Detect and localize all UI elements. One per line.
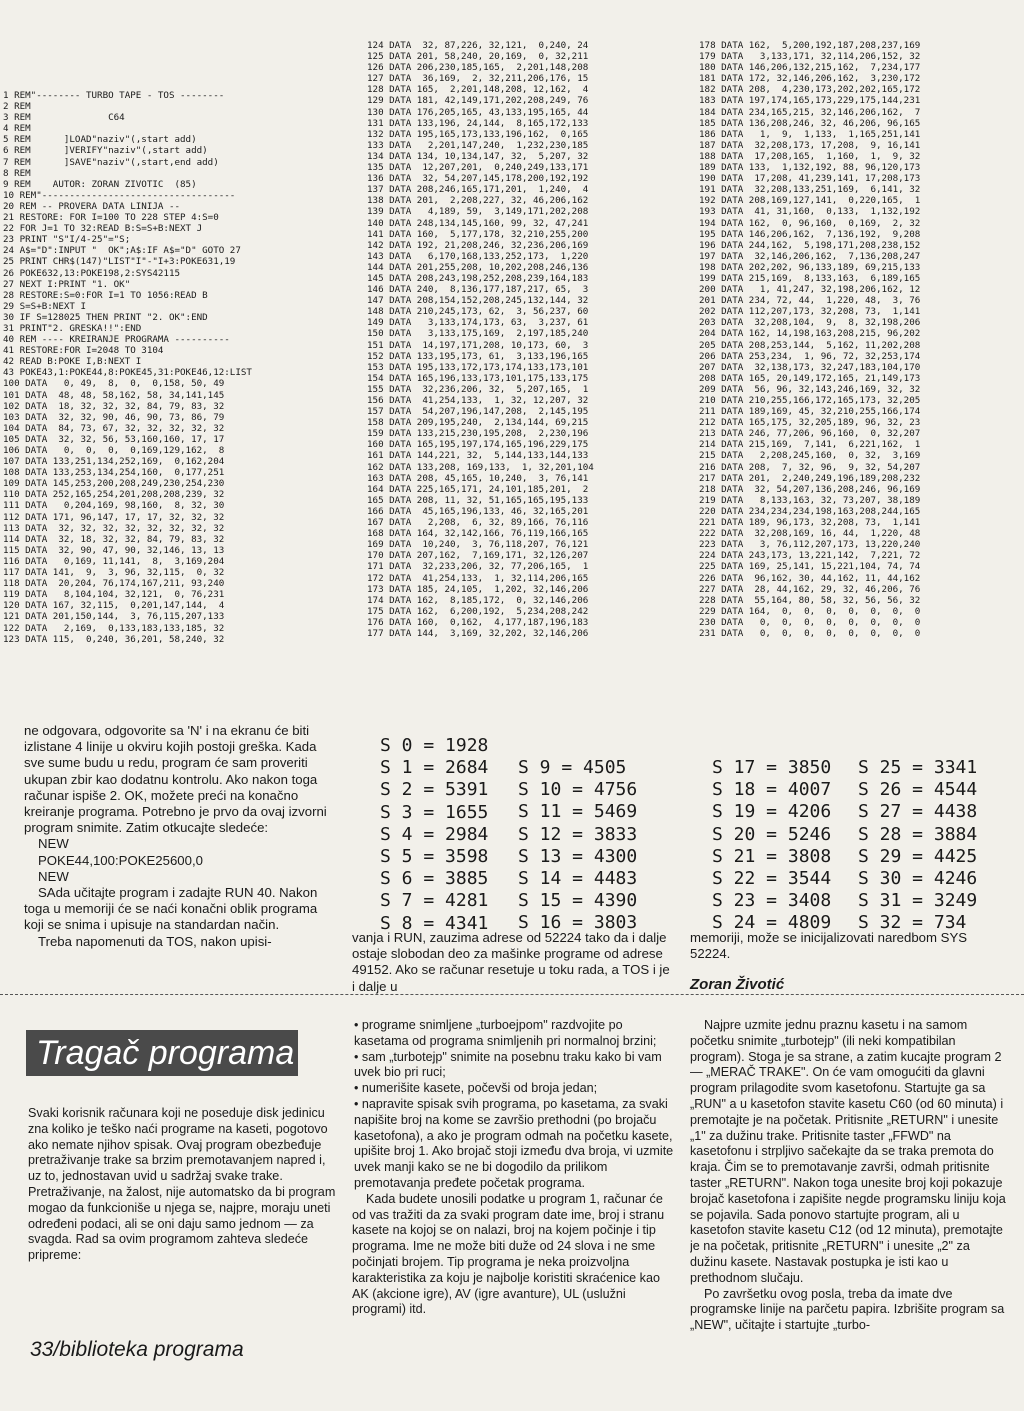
listing-line: 111 DATA 0,204,169, 98,160, 8, 32, 30 xyxy=(3,500,225,512)
listing-line: 194 DATA 162, 0, 96,160, 0,169, 2, 32 xyxy=(699,217,921,229)
checksum-entry: S 14 = 4483 xyxy=(518,867,638,889)
listing-line: 140 DATA 248,134,145,160, 99, 32, 47,241 xyxy=(367,217,589,229)
checksum-entry: S 22 = 3544 xyxy=(712,867,832,889)
listing-line: 134 DATA 134, 10,134,147, 32, 5,207, 32 xyxy=(367,150,589,162)
sums-col2 xyxy=(518,757,637,935)
checksum-entry: S 27 = 4438 xyxy=(858,801,978,823)
listing-line: 165 DATA 208, 11, 32, 51,165,165,195,133 xyxy=(367,494,589,506)
listing-line: 31 PRINT"2. GRESKA!!":END xyxy=(3,322,142,334)
listing-line: 203 DATA 32,208,104, 9, 8, 32,198,206 xyxy=(699,317,921,329)
listing-line: 30 IF S=128025 THEN PRINT "2. OK":END xyxy=(3,311,208,323)
listing-line: 26 POKE632,13:POKE198,2:SYS42115 xyxy=(3,267,181,279)
checksum-entry: S 28 = 3884 xyxy=(858,823,978,845)
listing-line: 167 DATA 2,208, 6, 32, 89,166, 76,116 xyxy=(367,517,589,529)
list-item: • sam „turbotejp" snimite na posebnu traku kako bi vam uvek bio pri ruci; xyxy=(354,1049,662,1080)
listing-line: 191 DATA 32,208,133,251,169, 6,141, 32 xyxy=(699,184,921,196)
checksum-entry: S 2 = 5391 xyxy=(380,779,489,801)
listing-line: 221 DATA 189, 96,173, 32,208, 73, 1,141 xyxy=(699,517,921,529)
listing-line: 188 DATA 17,208,165, 1,160, 1, 9, 32 xyxy=(699,150,921,162)
listing-line: 105 DATA 32, 32, 56, 53,160,160, 17, 17 xyxy=(3,433,225,445)
listing-line: 7 REM ]SAVE"naziv"(,start,end add) xyxy=(3,156,219,168)
listing-line: 177 DATA 144, 3,169, 32,202, 32,146,206 xyxy=(367,627,589,639)
listing-line: 159 DATA 133,215,230,195,208, 2,230,196 xyxy=(367,428,589,440)
listing-line: 113 DATA 32, 32, 32, 32, 32, 32, 32, 32 xyxy=(3,522,225,534)
listing-line: 166 DATA 45,165,196,133, 46, 32,165,201 xyxy=(367,505,589,517)
listing-line: 153 DATA 195,133,172,173,174,133,173,101 xyxy=(367,361,589,373)
listing-line: 209 DATA 56, 96, 32,143,246,169, 32, 32 xyxy=(699,383,921,395)
listing-line: 196 DATA 244,162, 5,198,171,208,238,152 xyxy=(699,239,921,251)
checksum-entry: S 18 = 4007 xyxy=(712,779,832,801)
checksum-entry: S 6 = 3885 xyxy=(380,868,489,890)
listing-line: 164 DATA 225,165,171, 24,101,185,201, 2 xyxy=(367,483,589,495)
checksum-entry: S 31 = 3249 xyxy=(858,890,978,912)
listing-line: 205 DATA 208,253,144, 5,162, 11,202,208 xyxy=(699,339,921,351)
listing-line: 156 DATA 41,254,133, 1, 32, 12,207, 32 xyxy=(367,395,589,406)
sums-col3 xyxy=(712,757,831,935)
checksum-entry: S 23 = 3408 xyxy=(712,890,832,912)
listing-line: 168 DATA 164, 32,142,166, 76,119,166,165 xyxy=(367,528,589,540)
article2-title: Tragač programa xyxy=(26,1030,298,1076)
listing-line: 152 DATA 133,195,173, 61, 3,133,196,165 xyxy=(367,350,589,362)
listing-line: 25 PRINT CHR$(147)"LIST"I"-"I+3:POKE631,19 xyxy=(3,256,236,268)
listing-line: 217 DATA 201, 2,240,249,196,189,208,232 xyxy=(699,472,921,484)
listing-line: 216 DATA 208, 7, 32, 96, 9, 32, 54,207 xyxy=(699,461,921,473)
listing-line: 143 DATA 6,170,168,133,252,173, 1,220 xyxy=(367,250,589,262)
listing-line: 195 DATA 146,206,162, 7,136,192, 9,208 xyxy=(699,228,921,240)
listing-line: 147 DATA 208,154,152,208,245,132,144, 32 xyxy=(367,295,589,307)
checksum-entry: S 21 = 3808 xyxy=(712,845,832,867)
listing-line: 178 DATA 162, 5,200,192,187,208,237,169 xyxy=(699,40,921,51)
listing-line: 9 REM AUTOR: ZORAN ZIVOTIC (85) xyxy=(3,178,197,190)
listing-line: 157 DATA 54,207,196,147,208, 2,145,195 xyxy=(367,406,589,418)
checksum-entry: S 24 = 4809 xyxy=(712,912,832,934)
listing-line: 215 DATA 2,208,245,160, 0, 32, 3,169 xyxy=(699,450,921,462)
listing-line: 169 DATA 10,240, 3, 76,118,207, 76,121 xyxy=(367,539,589,551)
checksum-entry: S 3 = 1655 xyxy=(380,801,489,823)
listing-line: 41 RESTORE:FOR I=2048 TO 3104 xyxy=(3,345,164,357)
listing-line: 185 DATA 136,208,246, 32, 46,206, 96,165 xyxy=(699,117,921,129)
listing-line: 154 DATA 165,196,133,173,101,175,133,175 xyxy=(367,372,589,384)
listing-line: 107 DATA 133,251,134,252,169, 0,162,204 xyxy=(3,456,225,468)
author-name: Zoran Životić xyxy=(690,976,785,993)
listing-line: 219 DATA 8,133,163, 32, 73,207, 38,189 xyxy=(699,494,921,506)
listing-line: 198 DATA 202,202, 96,133,189, 69,215,133 xyxy=(699,261,921,273)
listing-line: 137 DATA 208,246,165,171,201, 1,240, 4 xyxy=(367,184,589,196)
listing-line: 228 DATA 55,164, 80, 58, 32, 56, 56, 32 xyxy=(699,594,921,606)
listing-line: 124 DATA 32, 87,226, 32,121, 0,240, 24 xyxy=(367,40,589,51)
listing-line: 230 DATA 0, 0, 0, 0, 0, 0, 0, 0 xyxy=(699,616,921,628)
listing-line: 162 DATA 133,208, 169,133, 1, 32,201,104 xyxy=(367,461,594,473)
listing-line: 142 DATA 192, 21,208,246, 32,236,206,169 xyxy=(367,239,589,251)
listing-line: 149 DATA 3,133,174,173, 63, 3,237, 61 xyxy=(367,317,589,329)
checksum-entry: S 29 = 4425 xyxy=(858,845,978,867)
listing-line: 229 DATA 164, 0, 0, 0, 0, 0, 0, 0 xyxy=(699,605,921,617)
checksum-entry: S 11 = 5469 xyxy=(518,801,638,823)
listing-line: 163 DATA 208, 45,165, 10,240, 3, 76,141 xyxy=(367,472,589,484)
list-item: • napravite spisak svih programa, po kasetama, za svaki napišite broj na kome se završio prethodni (po brojaču kasetofona), a ako je program odmah na početku kasete, upišite broj 1. Ako brojač stoji između dva broja, vi uzmite uvek manji kako se ne bi dogodilo da prilikom premotavanja pređete početak programa. xyxy=(354,1096,674,1190)
checksum-entry: S 16 = 3803 xyxy=(518,912,638,934)
listing-line: 40 REM ---- KREIRANJE PROGRAMA ---------- xyxy=(3,334,230,346)
listing-line: 144 DATA 201,255,208, 10,202,208,246,136 xyxy=(367,261,589,273)
listing-line: 170 DATA 207,162, 7,169,171, 32,126,207 xyxy=(367,550,589,562)
listing-line: 115 DATA 32, 90, 47, 90, 32,146, 13, 13 xyxy=(3,544,225,556)
listing-line: 133 DATA 2,201,147,240, 1,232,230,185 xyxy=(367,139,589,151)
listing-line: 28 RESTORE:S=0:FOR I=1 TO 1056:READ B xyxy=(3,289,208,301)
listing-line: 22 FOR J=1 TO 32:READ B:S=S+B:NEXT J xyxy=(3,223,203,235)
listing-line: 193 DATA 41, 31,160, 0,133, 1,132,192 xyxy=(699,206,921,218)
listing-line: 161 DATA 144,221, 32, 5,144,133,144,133 xyxy=(367,450,589,462)
listing-line: 190 DATA 17,208, 41,239,141, 17,208,173 xyxy=(699,173,921,185)
listing-line: 207 DATA 32,138,173, 32,247,183,104,170 xyxy=(699,361,921,373)
page-footer: 33/biblioteka programa xyxy=(30,1338,244,1361)
checksum-entry: S 19 = 4206 xyxy=(712,801,832,823)
listing-line: 231 DATA 0, 0, 0, 0, 0, 0, 0, 0 xyxy=(699,627,921,639)
listing-line: 213 DATA 246, 77,206, 96,160, 0, 32,207 xyxy=(699,428,921,440)
listing-col3 xyxy=(699,40,1021,710)
checksum-entry: S 32 = 734 xyxy=(858,912,967,934)
listing-line: 208 DATA 165, 20,149,172,165, 21,149,173 xyxy=(699,372,921,384)
listing-line: 180 DATA 146,206,132,215,162, 7,234,177 xyxy=(699,62,921,74)
article2-col3: Najpre uzmite jednu praznu kasetu i na samom početku snimite „turbotejp" (ili neki kompatibilan program). Stoga je sa strane, a zatim kucajte program 2 — „MERAČ TRAKE". On će vam omogućiti da glavni program prilagodite svom kasetofonu. Startujte ga sa „RUN" a u kasetofon stavite kasetu C60 (od 60 minuta) i premotajte je na početak. Pritisnite „RETURN" i unesite „1" za dužinu trake. Pritisnite taster „FFWD" na kasetofonu i strpljivo sačekajte da se traka premota do kraja. Čim se to premotavanje završi, odmah pritisnite taster „RETURN". Nakon toga unesite broj koji pokazuje brojač kasetofona i zapišite negde programsku liniju koja se pojavila. Sada ponovo startujte program, ali u kasetofon stavite kasetu C12 (od 12 minuta), premotajte je na početak, pritisnite „RETURN" i unesite „2" za dužinu kasete. Nastavak postupka je isti kao u prethodnom slučaju. Po završetku ovog posla, treba da imate dve programske linije na parčetu papira. Izbrišite program sa „NEW", učitajte i startujte „turbo- xyxy=(690,1018,1006,1333)
checksum-entry: S 0 = 1928 xyxy=(380,735,489,756)
listing-line: 112 DATA 171, 96,147, 17, 17, 32, 32, 32 xyxy=(3,511,225,523)
listing-line: 29 S=S+B:NEXT I xyxy=(3,300,86,312)
listing-line: 146 DATA 240, 8,136,177,187,217, 65, 3 xyxy=(367,284,589,296)
listing-line: 10 REM"----------------------------------- xyxy=(3,189,236,201)
listing-line: 132 DATA 195,165,173,133,196,162, 0,165 xyxy=(367,128,589,140)
listing-line: 160 DATA 165,195,197,174,165,196,229,175 xyxy=(367,439,589,451)
checksum-entry: S 4 = 2984 xyxy=(380,823,489,845)
listing-line: 102 DATA 18, 32, 32, 32, 84, 79, 83, 32 xyxy=(3,400,225,412)
listing-line: 27 NEXT I:PRINT "1. OK" xyxy=(3,278,131,290)
listing-line: 20 REM -- PROVERA DATA LINIJA -- xyxy=(3,200,181,212)
listing-line: 225 DATA 169, 25,141, 15,221,104, 74, 74 xyxy=(699,561,921,573)
listing-line: 6 REM ]VERIFY"naziv"(,start add) xyxy=(3,145,208,157)
listing-col1 xyxy=(3,90,355,710)
listing-line: 127 DATA 36,169, 2, 32,211,206,176, 15 xyxy=(367,73,589,85)
listing-line: 118 DATA 20,204, 76,174,167,211, 93,240 xyxy=(3,578,225,590)
listing-line: 2 REM xyxy=(3,101,31,113)
checksum-entry: S 12 = 3833 xyxy=(518,823,638,845)
listing-line: 8 REM xyxy=(3,167,31,179)
listing-line: 158 DATA 209,195,240, 2,134,144, 69,215 xyxy=(367,417,589,429)
listing-line: 122 DATA 2,169, 0,133,183,133,185, 32 xyxy=(3,622,225,634)
listing-line: 224 DATA 243,173, 13,221,142, 7,221, 72 xyxy=(699,550,921,562)
checksum-entry: S 26 = 4544 xyxy=(858,779,978,801)
checksum-entry: S 20 = 5246 xyxy=(712,823,832,845)
listing-line: 183 DATA 197,174,165,173,229,175,144,231 xyxy=(699,95,921,107)
listing-line: 3 REM C64 xyxy=(3,112,125,124)
listing-line: 182 DATA 208, 4,230,173,202,202,165,172 xyxy=(699,84,921,96)
listing-line: 136 DATA 32, 54,207,145,178,200,192,192 xyxy=(367,173,589,185)
listing-line: 218 DATA 32, 54,207,136,208,246, 96,169 xyxy=(699,483,921,495)
sums-col4 xyxy=(858,757,977,935)
listing-line: 197 DATA 32,146,206,162, 7,136,208,247 xyxy=(699,250,921,262)
listing-line: 175 DATA 162, 6,200,192, 5,234,208,242 xyxy=(367,605,589,617)
listing-line: 101 DATA 48, 48, 58,162, 58, 34,141,145 xyxy=(3,389,225,401)
listing-line: 211 DATA 189,169, 45, 32,210,255,166,174 xyxy=(699,406,921,418)
article2-intro: Svaki korisnik računara koji ne poseduje disk jedinicu zna koliko je teško naći programe na kaseti, pogotovo ako nemate njihov spisak. Ovaj program obezbeđuje pretraživanje trake sa brzim premotavanjem napred i, uz to, jednostavan uvid u sadržaj svake trake. Pretraživanje, na žalost, nije automatsko da bi program mogao da funkcioniše u njega se, najpre, moraju uneti određeni podaci, ali se oni daju samo jednom — za svagda. Rad sa ovim programom zahteva sledeće pripreme: xyxy=(28,1106,336,1263)
listing-line: 220 DATA 234,234,234,198,163,208,244,165 xyxy=(699,505,921,517)
listing-line: 212 DATA 165,175, 32,205,189, 96, 32, 23 xyxy=(699,417,921,429)
listing-line: 110 DATA 252,165,254,201,208,208,239, 32 xyxy=(3,489,225,501)
listing-line: 117 DATA 141, 9, 3, 96, 32,115, 0, 32 xyxy=(3,567,225,579)
checksum-entry: S 8 = 4341 xyxy=(380,912,489,934)
listing-line: 21 RESTORE: FOR I=100 TO 228 STEP 4:S=0 xyxy=(3,212,219,224)
listing-line: 192 DATA 208,169,127,141, 0,220,165, 1 xyxy=(699,195,921,207)
listing-line: 201 DATA 234, 72, 44, 1,220, 48, 3, 76 xyxy=(699,295,921,307)
listing-col2 xyxy=(367,40,689,710)
listing-line: 116 DATA 0,169, 11,141, 8, 3,169,204 xyxy=(3,555,225,567)
listing-line: 131 DATA 133,196, 24,144, 8,165,172,133 xyxy=(367,117,589,129)
listing-line: 206 DATA 253,234, 1, 96, 72, 32,253,174 xyxy=(699,350,921,362)
listing-line: 222 DATA 32,208,169, 16, 44, 1,220, 48 xyxy=(699,528,921,540)
listing-line: 106 DATA 0, 0, 0, 0,169,129,162, 8 xyxy=(3,445,225,456)
checksum-entry: S 15 = 4390 xyxy=(518,890,638,912)
listing-line: 189 DATA 133, 1,132,192, 88, 96,120,173 xyxy=(699,162,921,174)
listing-line: 138 DATA 201, 2,208,227, 32, 46,206,162 xyxy=(367,195,589,207)
listing-line: 214 DATA 215,169, 7,141, 6,221,162, 1 xyxy=(699,439,921,451)
listing-line: 199 DATA 215,169, 8,133,163, 6,189,165 xyxy=(699,272,921,284)
listing-line: 226 DATA 96,162, 30, 44,162, 11, 44,162 xyxy=(699,572,921,584)
listing-line: 43 POKE43,1:POKE44,8:POKE45,31:POKE46,12:LIST xyxy=(3,367,252,379)
listing-line: 181 DATA 172, 32,146,206,162, 3,230,172 xyxy=(699,73,921,85)
listing-line: 5 REM ]LOAD"naziv"(,start add) xyxy=(3,134,197,146)
listing-line: 135 DATA 12,207,201, 0,240,249,133,171 xyxy=(367,162,589,174)
section-divider xyxy=(0,994,1024,995)
checksum-entry: S 17 = 3850 xyxy=(712,757,832,778)
listing-line: 202 DATA 112,207,173, 32,208, 73, 1,141 xyxy=(699,306,921,318)
listing-line: 172 DATA 41,254,133, 1, 32,114,206,165 xyxy=(367,572,589,584)
checksum-entry: S 25 = 3341 xyxy=(858,757,978,778)
list-item: • programe snimljene „turboejpom" razdvojite po kasetama od programa snimljenih pri normalnoj brzini; xyxy=(354,1018,657,1048)
checksum-entry: S 9 = 4505 xyxy=(518,757,627,778)
listing-line: 129 DATA 181, 42,149,171,202,208,249, 76 xyxy=(367,95,589,107)
listing-line: 125 DATA 201, 58,240, 20,169, 0, 32,211 xyxy=(367,51,589,63)
article1-col2: vanja i RUN, zauzima adrese od 52224 tako da i dalje ostaje slobodan deo za mašinke programe od adrese 49152. Ako se računar resetuje u toku rada, a TOS i je i dalje u xyxy=(352,930,670,994)
listing-line: 174 DATA 162, 8,185,172, 0, 32,146,206 xyxy=(367,594,589,606)
listing-line: 200 DATA 1, 41,247, 32,198,206,162, 12 xyxy=(699,284,921,296)
listing-line: 173 DATA 185, 24,105, 1,202, 32,146,206 xyxy=(367,583,589,595)
listing-line: 128 DATA 165, 2,201,148,208, 12,162, 4 xyxy=(367,84,589,96)
listing-line: 151 DATA 14,197,171,208, 10,173, 60, 3 xyxy=(367,339,589,351)
listing-line: 4 REM xyxy=(3,123,31,135)
checksum-entry: S 10 = 4756 xyxy=(518,779,638,801)
listing-line: 120 DATA 167, 32,115, 0,201,147,144, 4 xyxy=(3,600,225,612)
listing-line: 171 DATA 32,233,206, 32, 77,206,165, 1 xyxy=(367,561,589,573)
article2-col2: • programe snimljene „turboejpom" razdvojite po kasetama od programa snimljenih pri normalnoj brzini; • sam „turbotejp" snimite na posebnu traku kako bi vam uvek bio pri ruci; • numerišite kasete, počevši od broja jedan; • napravite spisak svih programa, po kasetama, za svaki napišite broj na kome se završio prethodni (po brojaču kasetofona), a ako je program odmah na početku kasete, upišite broj 1. Ako brojač stoji između dva broja, vi uzmite uvek manji kako se ne bi dogodilo da prilikom premotavanja pređete početak programa. Kada budete unosili podatke u program 1, računar će od vas tražiti da za svaki program date ime, broj i stranu kasete na kojoj se on nalazi, broj na kojem počinje i tip programa. Ime ne može biti duže od 24 slova i ne sme počinjati brojem. Tip programa je neka proizvoljna karakteristika za koju je najbolje koristiti skraćenice kao AK (akcione igre), AV (igre avanture), UL (uslužni programi) itd. xyxy=(352,1018,678,1318)
listing-line: 176 DATA 160, 0,162, 4,177,187,196,183 xyxy=(367,616,589,628)
article1-col3: memoriji, može se inicijalizovati naredbom SYS 52224. xyxy=(690,930,968,962)
listing-line: 141 DATA 160, 5,177,178, 32,210,255,200 xyxy=(367,228,589,240)
listing-line: 223 DATA 3, 76,112,207,173, 13,220,240 xyxy=(699,539,921,551)
listing-line: 179 DATA 3,133,171, 32,114,206,152, 32 xyxy=(699,51,921,63)
listing-line: 100 DATA 0, 49, 8, 0, 0,158, 50, 49 xyxy=(3,378,225,390)
listing-line: 121 DATA 201,150,144, 3, 76,115,207,133 xyxy=(3,611,225,623)
listing-line: 103 DATA 32, 32, 90, 46, 90, 73, 86, 79 xyxy=(3,411,225,423)
listing-line: 104 DATA 84, 73, 67, 32, 32, 32, 32, 32 xyxy=(3,422,225,434)
listing-line: 130 DATA 176,205,165, 43,133,195,165, 44 xyxy=(367,106,589,118)
listing-line: 42 READ B:POKE I,B:NEXT I xyxy=(3,356,142,368)
listing-line: 108 DATA 133,253,134,254,160, 0,177,251 xyxy=(3,467,225,479)
checksum-entry: S 5 = 3598 xyxy=(380,845,489,867)
sums-col1 xyxy=(380,735,488,935)
listing-line: 119 DATA 8,104,104, 32,121, 0, 76,231 xyxy=(3,589,225,601)
article1-col1: ne odgovara, odgovorite sa 'N' i na ekranu će biti izlistane 4 linije u okviru kojih postoji greška. Kada sve sume budu u redu, program će sam proveriti ukupan zbir kao dodatnu kontrolu. Ako nakon toga računar ispiše 2. OK, možete preći na konačno kreiranje programa. Potrebno je prvo da ovaj izvorni program snimite. Zatim otkucajte sledeće: NEW POKE44,100:POKE25600,0 NEW SAda učitajte program i zadajte RUN 40. Nakon toga u memoriji će se naći konačni oblik programa koji se snima i upisuje na standardan način. Treba napomenuti da TOS, nakon upisi- xyxy=(24,723,327,949)
listing-line: 204 DATA 162, 14,198,163,208,215, 96,202 xyxy=(699,328,921,340)
listing-line: 186 DATA 1, 9, 1,133, 1,165,251,141 xyxy=(699,128,921,140)
checksum-entry: S 30 = 4246 xyxy=(858,867,978,889)
checksum-entry: S 13 = 4300 xyxy=(518,845,638,867)
list-item: • numerišite kasete, počevši od broja jedan; xyxy=(354,1081,598,1096)
listing-line: 109 DATA 145,253,200,208,249,230,254,230 xyxy=(3,478,225,490)
listing-line: 148 DATA 210,245,173, 62, 3, 56,237, 60 xyxy=(367,306,589,318)
listing-line: 126 DATA 206,230,185,165, 2,201,148,208 xyxy=(367,62,589,74)
listing-line: 23 PRINT "S"I/4-25"="S; xyxy=(3,234,131,246)
listing-line: 184 DATA 234,165,215, 32,146,206,162, 7 xyxy=(699,106,921,118)
listing-line: 187 DATA 32,208,173, 17,208, 9, 16,141 xyxy=(699,139,921,151)
listing-line: 1 REM"-------- TURBO TAPE - TOS -------- xyxy=(3,90,225,101)
listing-line: 155 DATA 32,236,206, 32, 5,207,165, 1 xyxy=(367,383,589,395)
listing-line: 139 DATA 4,189, 59, 3,149,171,202,208 xyxy=(367,206,589,218)
listing-line: 227 DATA 28, 44,162, 29, 32, 46,206, 76 xyxy=(699,583,921,595)
listing-line: 114 DATA 32, 18, 32, 32, 84, 79, 83, 32 xyxy=(3,533,225,545)
listing-line: 145 DATA 208,243,198,252,208,239,164,183 xyxy=(367,272,589,284)
checksum-entry: S 7 = 4281 xyxy=(380,890,489,912)
listing-line: 210 DATA 210,255,166,172,165,173, 32,205 xyxy=(699,395,921,406)
listing-line: 24 A$="D":INPUT " OK";A$:IF A$="D" GOTO 27 xyxy=(3,245,241,257)
checksum-entry: S 1 = 2684 xyxy=(380,757,489,779)
listing-line: 150 DATA 3,133,175,169, 2,197,185,240 xyxy=(367,328,589,340)
listing-line: 123 DATA 115, 0,240, 36,201, 58,240, 32 xyxy=(3,633,225,645)
